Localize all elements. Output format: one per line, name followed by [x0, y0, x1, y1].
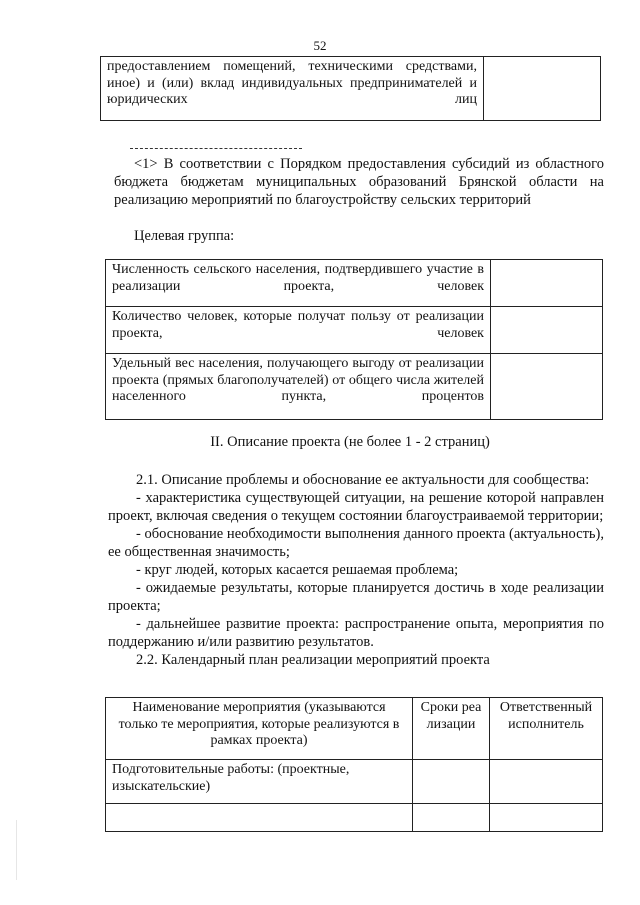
bullet-2: - обоснование необходимости выполнения данного проекта (актуальность), ее общественная значимость; [108, 526, 604, 560]
target-group-table [105, 259, 603, 420]
footnote-separator [130, 148, 302, 149]
plan-header-responsible: Ответственный исполнитель [490, 698, 603, 760]
bullet-3: - круг людей, которых касается решаемая проблема; [136, 562, 459, 578]
section-2-1: 2.1. Описание проблемы и обоснование ее актуальности для сообщества: [136, 472, 590, 488]
top-table-cell: предоставлением помещений, техническими средствами, иное) и (или) вклад индивидуальных предпринимателей и юридических лиц [101, 57, 484, 121]
plan-header-dates: Сроки реализации [413, 698, 490, 760]
plan-row-1-responsible [490, 760, 603, 804]
plan-row-1-dates [413, 760, 490, 804]
bullet-5: - дальнейшее развитие проекта: распространение опыта, мероприятия по поддержанию и/или развитию результатов. [108, 616, 604, 650]
plan-row-2-name [106, 804, 413, 832]
section-2-2: 2.2. Календарный план реализации мероприятий проекта [136, 652, 490, 668]
plan-row-2-responsible [490, 804, 603, 832]
target-row-1: Численность сельского населения, подтвердившего участие в реализации проекта, человек [106, 260, 491, 307]
target-group-heading: Целевая группа: [134, 228, 235, 244]
plan-row-1-name: Подготовительные работы: (проектные, изыскательские) [106, 760, 413, 804]
section-title: II. Описание проекта (не более 1 - 2 страниц) [210, 434, 490, 450]
page-number: 52 [313, 38, 327, 53]
top-table-empty-cell [484, 57, 601, 121]
footnote-text: <1> В соответствии с Порядком предоставления субсидий из областного бюджета бюджетам муниципальных образований Брянской области на реализацию мероприятий по благоустройству сельских территорий [114, 156, 604, 208]
scan-artifact [16, 820, 17, 880]
target-row-3: Удельный вес населения, получающего выгоду от реализации проекта (прямых благополучателей) от общего числа жителей населенного пункта, процентов [106, 354, 491, 420]
target-row-2: Количество человек, которые получат пользу от реализации проекта, человек [106, 307, 491, 354]
target-row-3-value [491, 354, 603, 420]
plan-header-name: Наименование мероприятия (указываются только те мероприятия, которые реализуются в рамках проекта) [106, 698, 413, 760]
target-row-1-value [491, 260, 603, 307]
top-table [100, 56, 601, 121]
plan-table [105, 697, 603, 832]
bullet-4: - ожидаемые результаты, которые планируется достичь в ходе реализации проекта; [108, 580, 604, 614]
target-row-2-value [491, 307, 603, 354]
plan-row-2-dates [413, 804, 490, 832]
bullet-1: - характеристика существующей ситуации, на решение которой направлен проект, включая сведения о текущем состоянии благоустраиваемой территории; [108, 490, 604, 524]
